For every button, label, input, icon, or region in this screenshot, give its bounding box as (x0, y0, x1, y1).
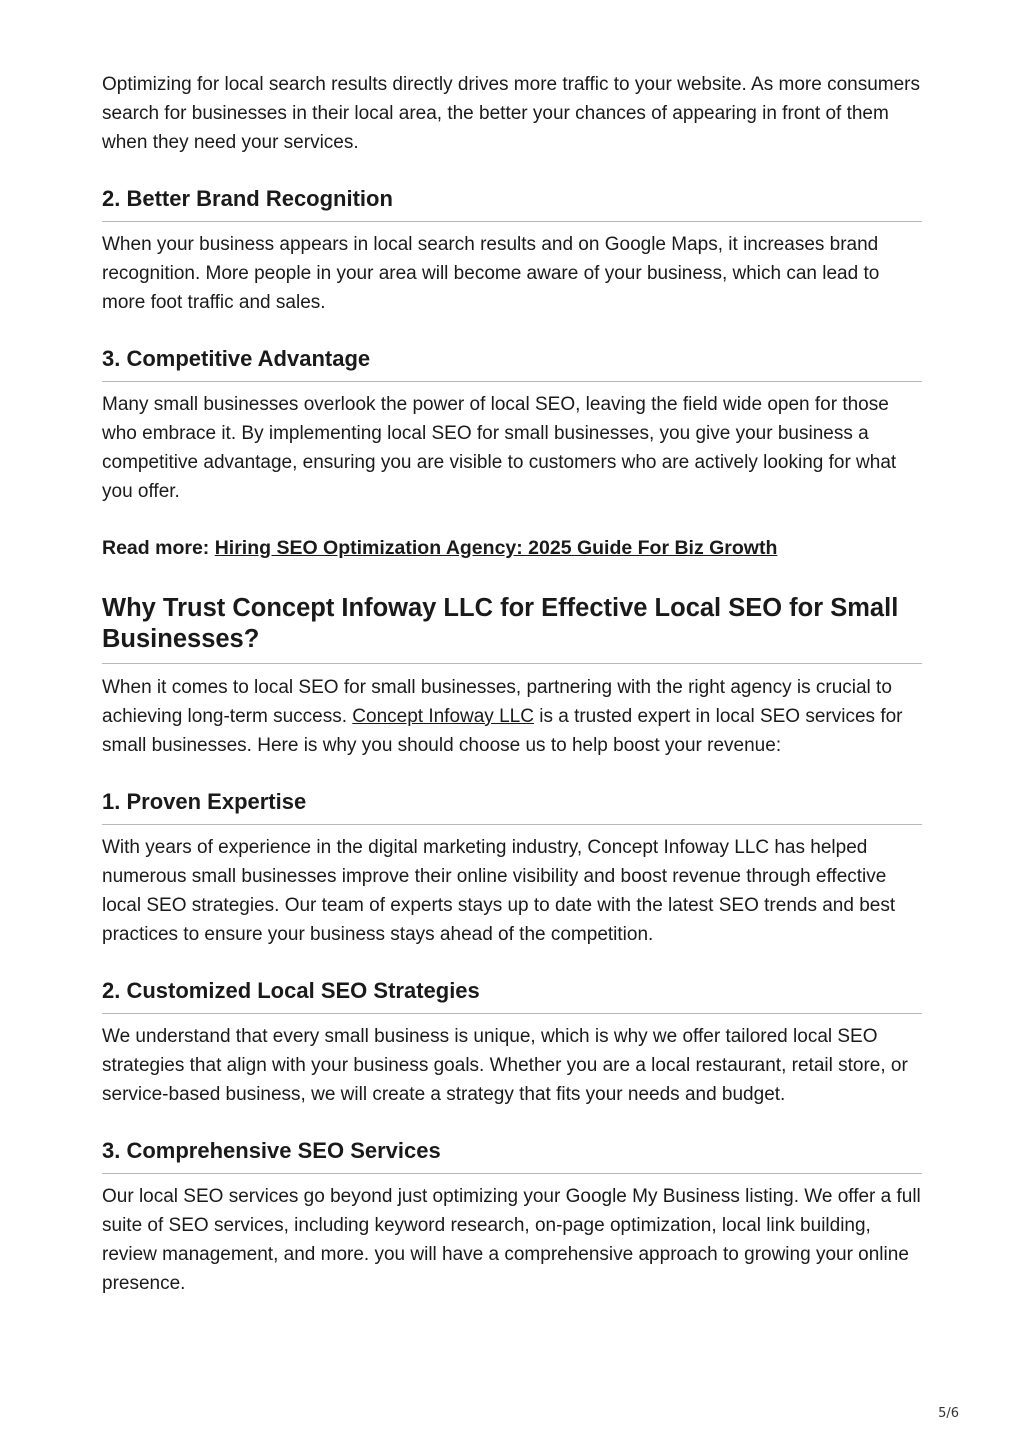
section-body-customized-strategies: We understand that every small business is unique, which is why we offer tailored local SEO strategies that align with your business goals. Whether you are a local restaurant, retail store, or service-based business, we will create a strategy that fits your needs and budget. (102, 1026, 908, 1105)
document-page (102, 70, 922, 1298)
section-body-proven-expertise: With years of experience in the digital marketing industry, Concept Infoway LLC has helped numerous small businesses improve their online visibility and boost revenue through effective local SEO strategies. Our team of experts stays up to date with the latest SEO trends and best practices to ensure your business stays ahead of the competition. (102, 837, 896, 945)
section-heading-competitive-advantage: 3. Competitive Advantage (102, 344, 922, 382)
section-body-comprehensive-services: Our local SEO services go beyond just optimizing your Google My Business listing. We offer a full suite of SEO services, including keyword research, on-page optimization, local link building, review management, and more. you will have a comprehensive approach to growing your online presence. (102, 1186, 921, 1294)
section-body-competitive-advantage: Many small businesses overlook the power of local SEO, leaving the field wide open for those who embrace it. By implementing local SEO for small businesses, you give your business a competitive advantage, ensuring you are visible to customers who are actively looking for what you offer. (102, 394, 897, 502)
read-more-link[interactable]: Hiring SEO Optimization Agency: 2025 Guide For Biz Growth (214, 537, 778, 559)
section-heading-customized-strategies: 2. Customized Local SEO Strategies (102, 976, 922, 1014)
concept-infoway-link[interactable]: Concept Infoway LLC (352, 706, 534, 727)
trust-section-heading: Why Trust Concept Infoway LLC for Effective Local SEO for Small Businesses? (102, 593, 922, 664)
read-more-label: Read more: (102, 537, 210, 559)
trust-section-body (102, 673, 922, 760)
section-body-brand-recognition: When your business appears in local search results and on Google Maps, it increases brand recognition. More people in your area will become aware of your business, which can lead to more foot traffic and sales. (102, 234, 880, 313)
read-more-line (102, 534, 922, 563)
section-heading-brand-recognition: 2. Better Brand Recognition (102, 184, 922, 222)
trust-body-after-link: is a trusted expert in local SEO services for small businesses. Here is why you should choose us to help boost your revenue: (102, 706, 903, 756)
section-heading-proven-expertise: 1. Proven Expertise (102, 787, 922, 825)
intro-paragraph: Optimizing for local search results directly drives more traffic to your website. As more consumers search for businesses in their local area, the better your chances of appearing in front of them when they need your services. (102, 74, 920, 153)
trust-body-before-link: When it comes to local SEO for small businesses, partnering with the right agency is crucial to achieving long-term success. (102, 677, 892, 727)
section-heading-comprehensive-services: 3. Comprehensive SEO Services (102, 1136, 922, 1174)
page-number: 5/6 (938, 1406, 959, 1421)
